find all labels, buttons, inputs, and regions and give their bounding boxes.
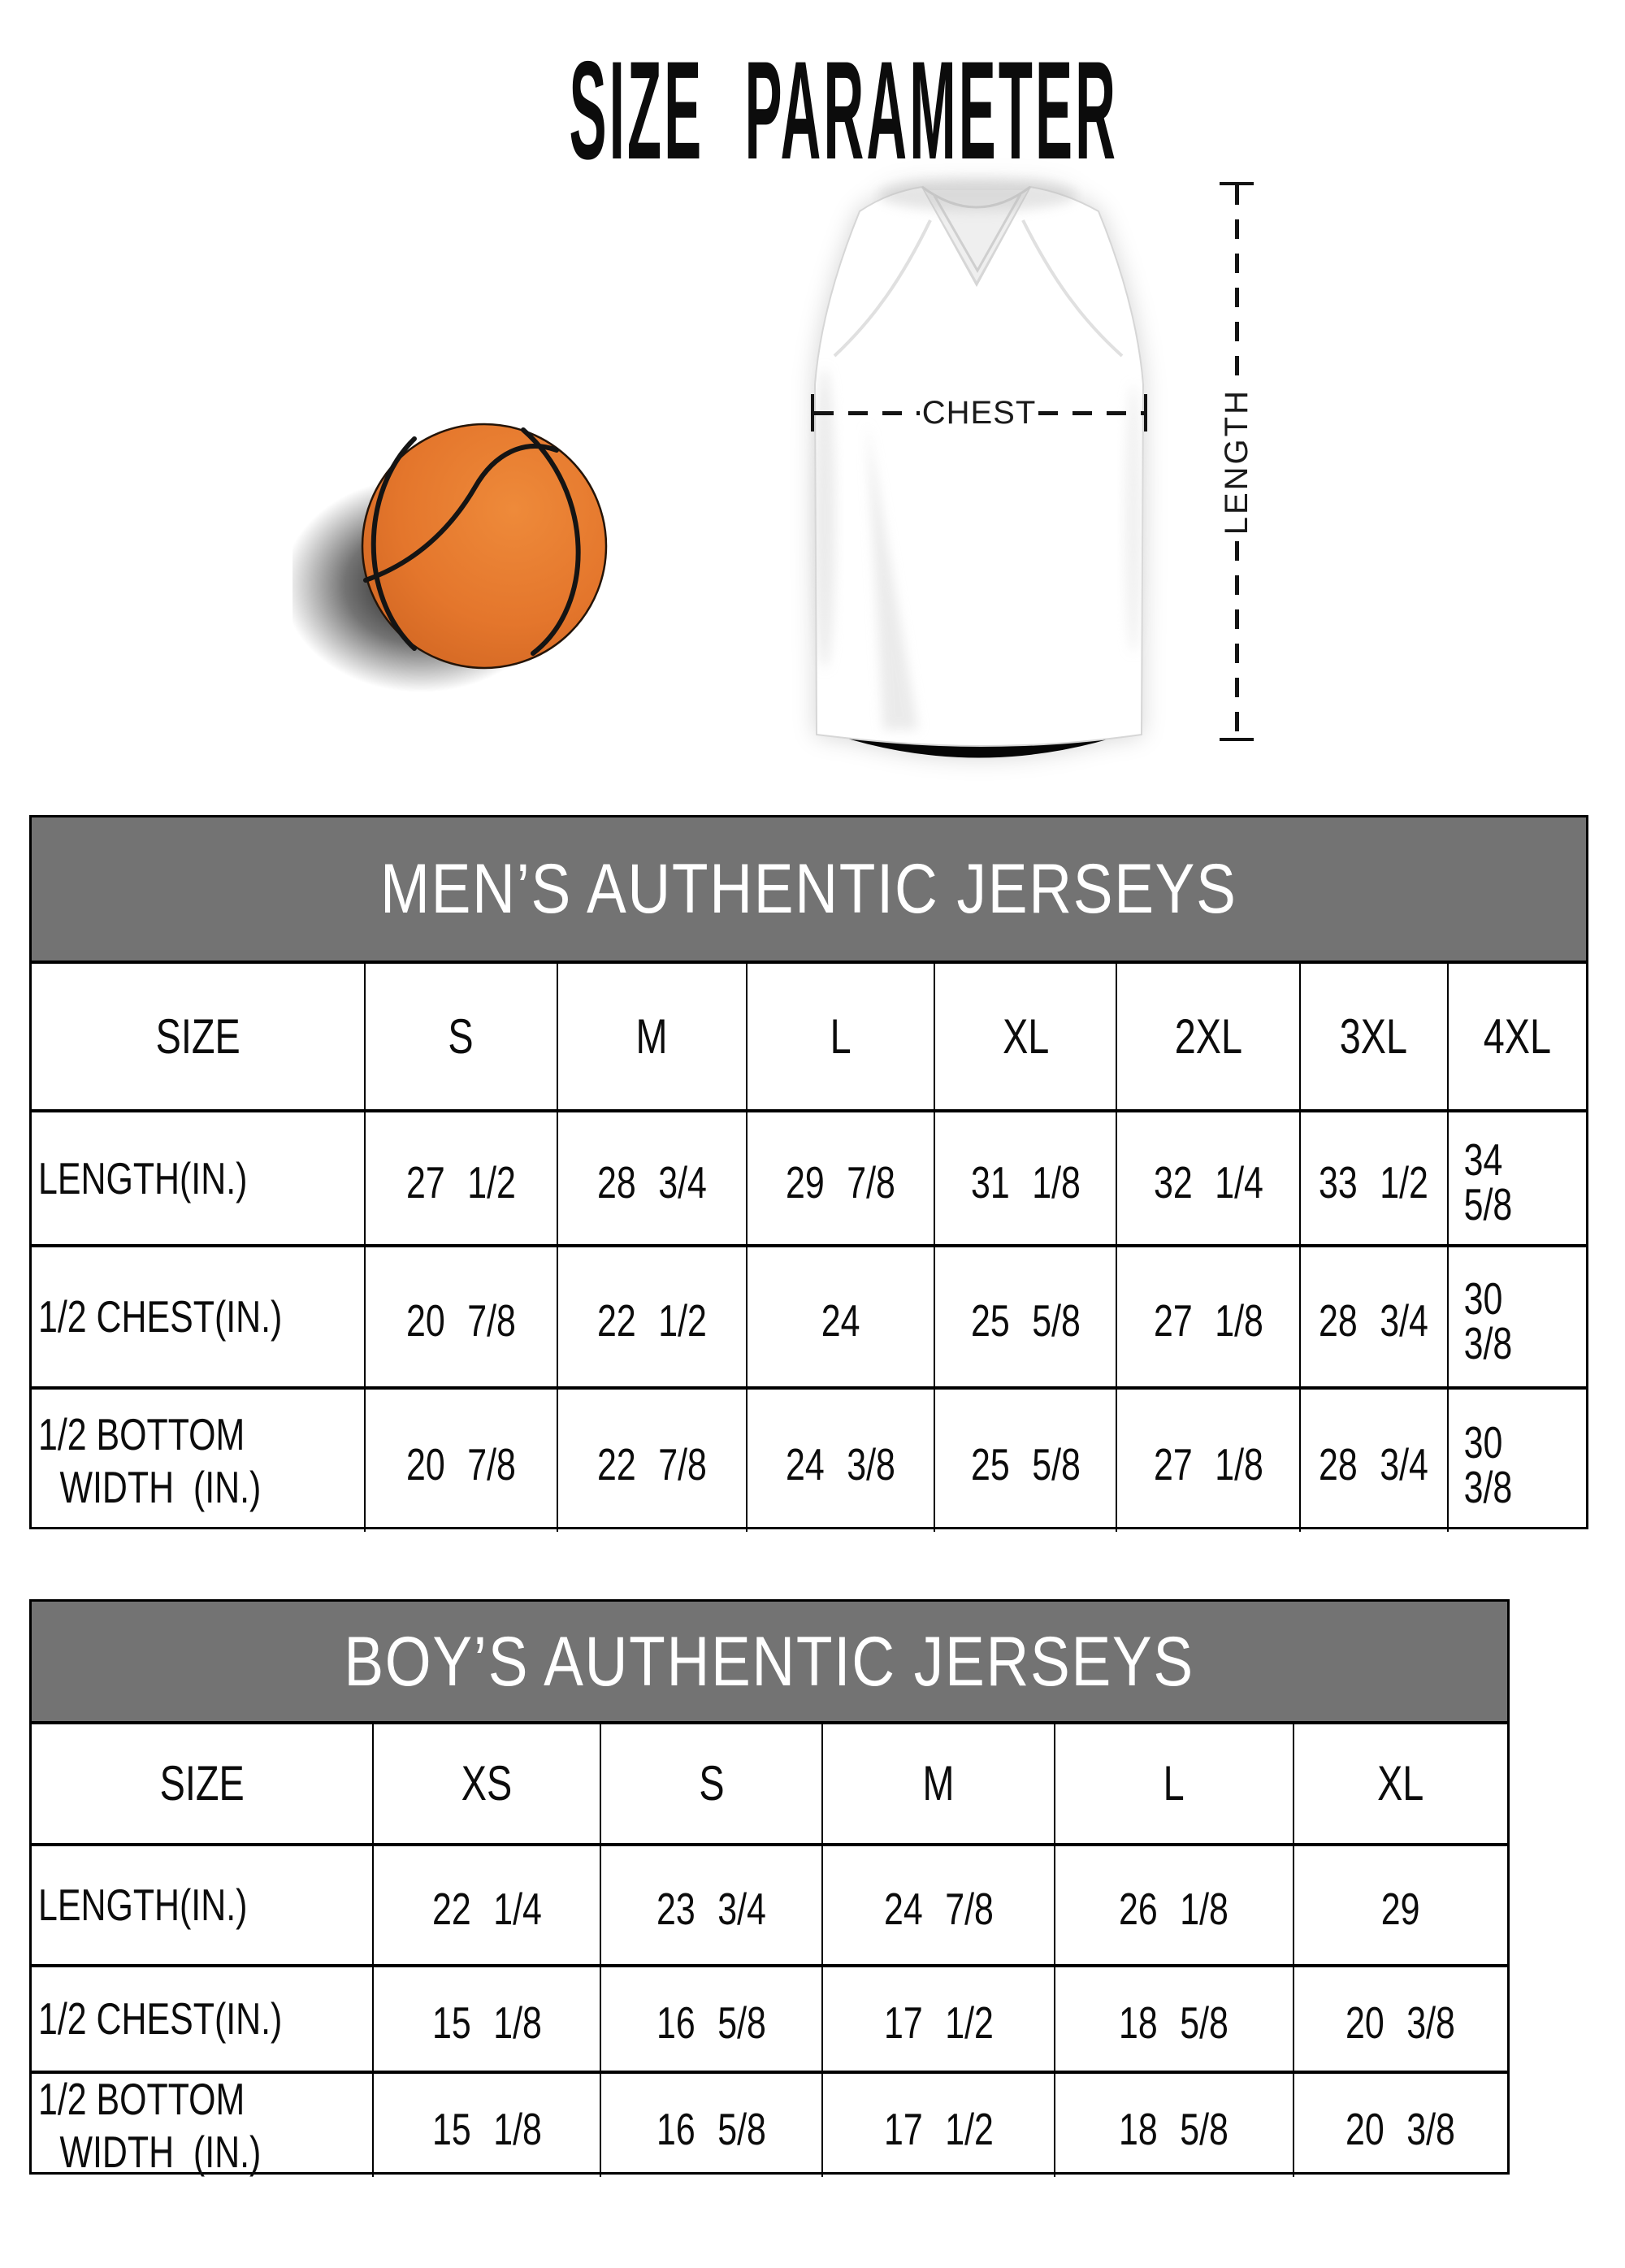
value-text: 25 5/8 [970,1295,1081,1346]
table-title-band [32,1602,1507,1724]
column-header-label: SIZE [159,1756,245,1810]
value-text: 27 1/8 [1153,1295,1263,1346]
value-text: 30 3/8 [1463,1416,1512,1512]
value-text: 28 3/4 [1319,1295,1429,1346]
value-cell [1299,1386,1447,1532]
value-text: 25 5/8 [970,1439,1081,1490]
value-cell [600,1843,821,1964]
chest-label: CHEST [921,394,1037,431]
value-cell [600,2071,821,2177]
column-header-cell [1299,964,1447,1109]
value-text: 30 3/8 [1463,1273,1512,1368]
value-text: 23 3/4 [656,1884,767,1934]
table-title-text: BOY’S AUTHENTIC JERSEYS [344,1622,1195,1701]
value-cell [1447,1244,1586,1386]
value-text: 20 7/8 [406,1295,516,1346]
row-label-line: 1/2 CHEST(IN.) [38,1993,283,2045]
length-measure-line [1219,182,1254,741]
column-header-label: 2XL [1174,1008,1242,1064]
value-text: 33 1/2 [1319,1156,1429,1208]
value-text: 34 5/8 [1463,1134,1512,1229]
column-header-cell [746,964,934,1109]
column-header-label: XL [1002,1008,1049,1064]
mens-size-table [29,815,1588,1529]
value-cell [1054,1964,1293,2071]
column-header-cell [1293,1724,1507,1843]
value-cell [557,1386,746,1532]
column-header-label: M [922,1756,955,1810]
size-header-cell [32,964,364,1109]
column-header-cell [934,964,1116,1109]
column-header-label: L [830,1008,852,1064]
value-cell [1054,2071,1293,2177]
row-label [38,2073,261,2177]
column-header-label: 3XL [1340,1008,1408,1064]
table-title-band [32,817,1586,964]
row-label-cell [32,1386,364,1532]
value-text: 20 3/8 [1346,2104,1456,2154]
value-text: 28 3/4 [596,1156,707,1208]
length-dash-top [1235,185,1239,382]
value-text: 29 [1380,1884,1420,1934]
value-cell [1299,1109,1447,1244]
value-cell [1293,1964,1507,2071]
value-text: 20 7/8 [406,1439,516,1490]
size-grid [32,964,1586,1532]
value-text: 29 7/8 [786,1156,896,1208]
column-header-cell [364,964,556,1109]
size-grid [32,1724,1507,2177]
column-header-cell [821,1724,1053,1843]
value-text: 32 1/4 [1153,1156,1263,1208]
column-header-label: XS [462,1756,513,1810]
chest-measure-line [811,393,1147,432]
column-header-label: S [699,1756,725,1810]
column-header-cell [1447,964,1586,1109]
value-text: 24 3/8 [786,1439,896,1490]
column-header-label: 4XL [1483,1008,1551,1064]
column-header-cell [372,1724,600,1843]
length-dash-bottom [1235,541,1239,738]
value-cell [557,1109,746,1244]
value-cell [1054,1843,1293,1964]
row-label-cell [32,2071,372,2177]
value-text: 15 1/8 [431,1997,542,2048]
value-text: 26 1/8 [1119,1884,1229,1934]
boys-size-table [29,1599,1510,2175]
value-text: 22 1/4 [431,1884,542,1934]
column-header-label: XL [1377,1756,1424,1810]
value-cell [934,1109,1116,1244]
column-header-cell [600,1724,821,1843]
value-cell [821,1964,1053,2071]
value-cell [1116,1386,1299,1532]
row-label-line: WIDTH (IN.) [59,2126,262,2177]
value-cell [372,2071,600,2177]
column-header-label: L [1163,1756,1185,1810]
value-cell [1447,1386,1586,1532]
row-label [38,1993,282,2045]
value-cell [1293,2071,1507,2177]
value-text: 24 [821,1295,860,1346]
value-text: 28 3/4 [1319,1439,1429,1490]
chest-right-tick [1144,394,1147,431]
value-text: 27 1/2 [406,1156,516,1208]
value-text: 31 1/8 [970,1156,1081,1208]
value-text: 22 1/2 [596,1295,707,1346]
row-label-cell [32,1964,372,2071]
value-text: 20 3/8 [1346,1997,1456,2048]
value-cell [746,1109,934,1244]
value-cell [746,1386,934,1532]
value-text: 22 7/8 [596,1439,707,1490]
jersey-image [792,169,1166,764]
value-cell [821,1843,1053,1964]
value-cell [746,1244,934,1386]
value-cell [1116,1244,1299,1386]
column-header-label: M [635,1008,668,1064]
page-title-text: SIZE PARAMETER [569,33,1118,189]
chest-dash-left [814,411,920,415]
value-cell [1116,1109,1299,1244]
value-text: 16 5/8 [656,1997,767,2048]
table-title-text: MEN’S AUTHENTIC JERSEYS [380,850,1237,928]
value-cell [1447,1109,1586,1244]
value-text: 18 5/8 [1119,2104,1229,2154]
length-label: LENGTH [1218,388,1254,536]
value-cell [934,1244,1116,1386]
row-label-line: LENGTH(IN.) [38,1152,248,1203]
value-text: 17 1/2 [883,1997,994,2048]
row-label-cell [32,1109,364,1244]
row-label-cell [32,1244,364,1386]
value-text: 15 1/8 [431,2104,542,2154]
column-header-label: S [448,1008,474,1064]
value-cell [372,1964,600,2071]
row-label-cell [32,1843,372,1964]
value-text: 17 1/2 [883,2104,994,2154]
value-cell [600,1964,821,2071]
value-cell [364,1244,556,1386]
row-label-line: WIDTH (IN.) [59,1461,262,1512]
row-label-line: LENGTH(IN.) [38,1880,248,1931]
column-header-cell [1054,1724,1293,1843]
value-cell [372,1843,600,1964]
row-label [38,1408,261,1514]
row-label-line: 1/2 BOTTOM [38,2073,245,2124]
row-label-line: 1/2 CHEST(IN.) [38,1291,283,1342]
value-cell [364,1386,556,1532]
value-cell [821,2071,1053,2177]
row-label [38,1290,282,1343]
row-label [38,1879,247,1932]
value-text: 16 5/8 [656,2104,767,2154]
size-header-cell [32,1724,372,1843]
column-header-label: SIZE [155,1008,240,1064]
column-header-cell [557,964,746,1109]
value-cell [364,1109,556,1244]
value-cell [1299,1244,1447,1386]
row-label-line: 1/2 BOTTOM [38,1408,245,1459]
page-title [0,33,1625,189]
value-text: 24 7/8 [883,1884,994,1934]
basketball-image [292,392,650,710]
column-header-cell [1116,964,1299,1109]
value-cell [557,1244,746,1386]
value-text: 27 1/8 [1153,1439,1263,1490]
value-cell [934,1386,1116,1532]
value-text: 18 5/8 [1119,1997,1229,2048]
chest-dash-right [1038,411,1144,415]
value-cell [1293,1843,1507,1964]
length-bottom-tick [1220,738,1254,741]
row-label [38,1152,247,1205]
